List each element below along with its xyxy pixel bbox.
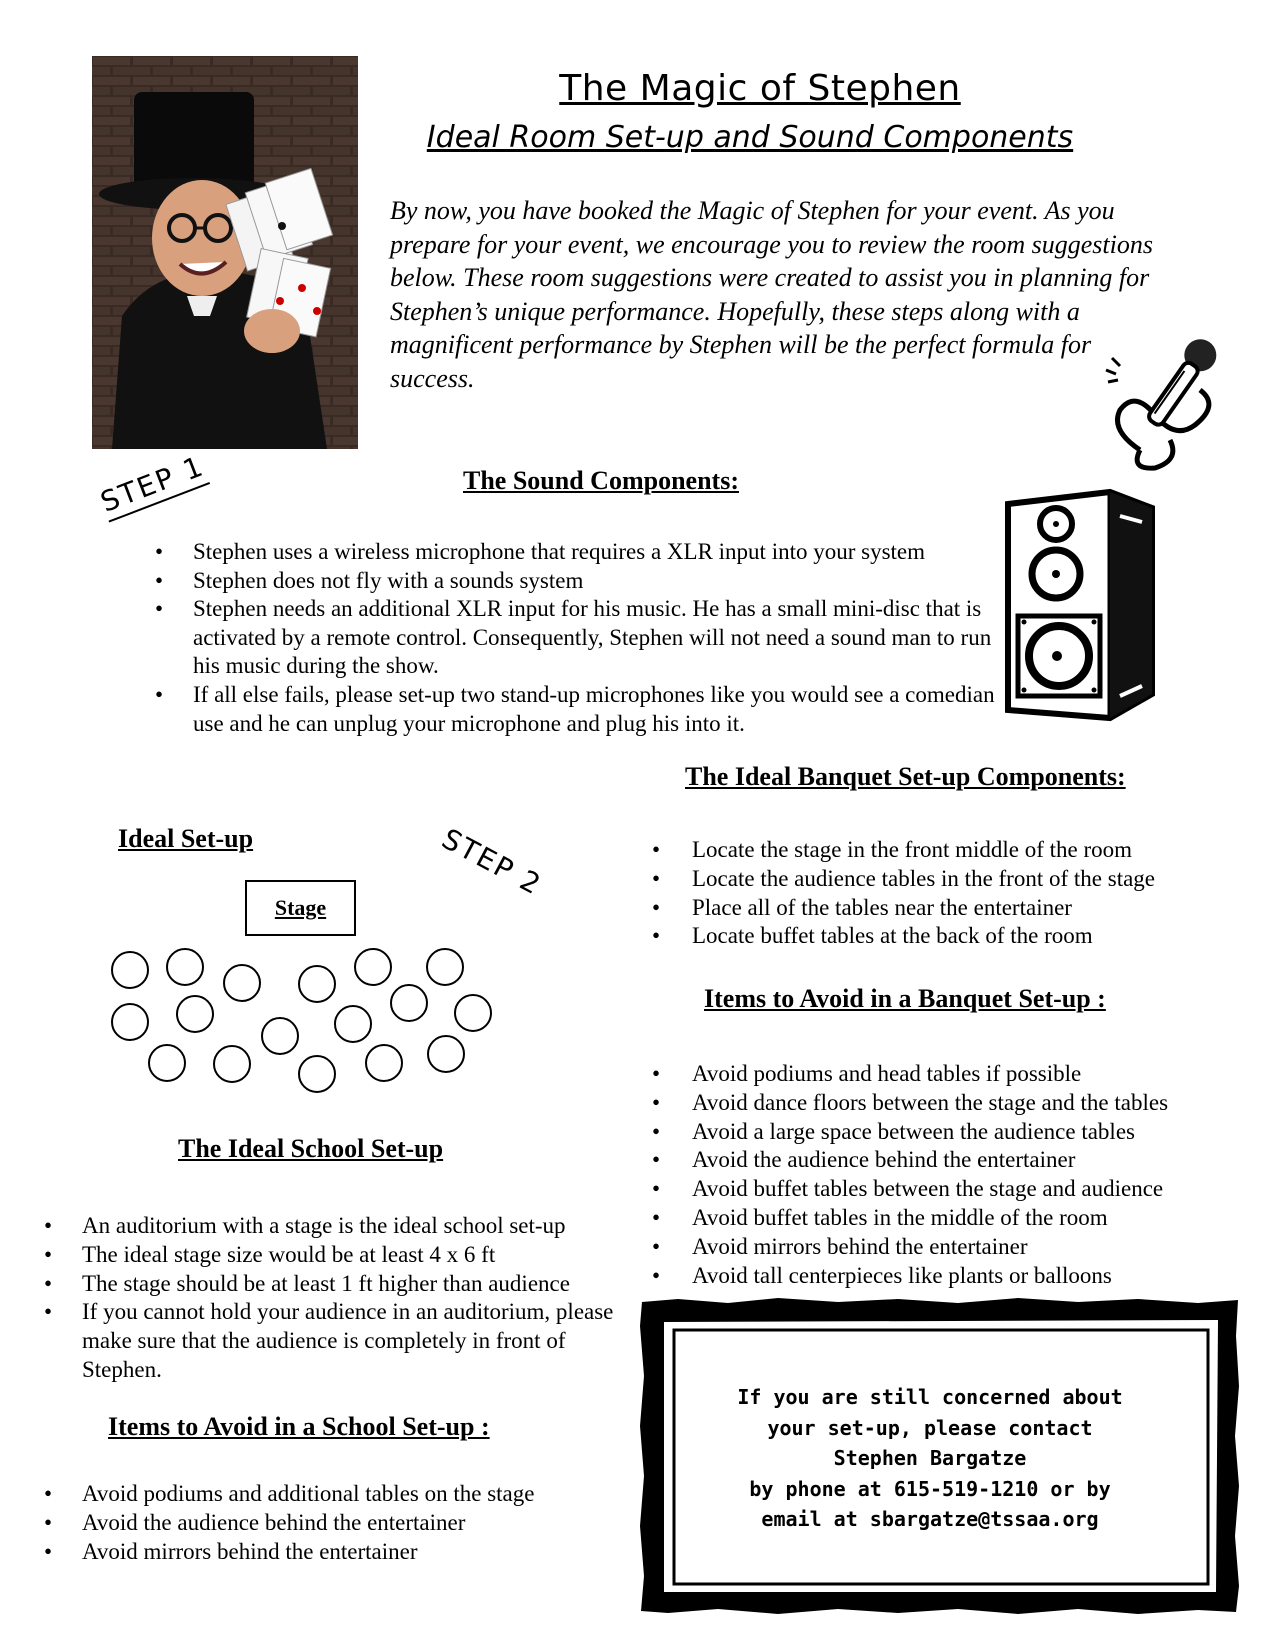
intro-paragraph: By now, you have booked the Magic of Stephen for your event. As you prepare for your event, we encourage you to review the room suggestions below. These room suggestions were created to assist you in planning for Stephen’s unique performance. Hopefully, these steps along with a magnificent performance by Stephen will be the perfect formula for success. [390,196,1153,393]
list-item: • Avoid the audience behind the entertainer [650,1146,1270,1175]
list-item: • Avoid a large space between the audience tables [650,1118,1270,1147]
avoid-school-heading: Items to Avoid in a School Set-up : [108,1412,490,1441]
list-item: • Stephen uses a wireless microphone that requires a XLR input into your system [155,538,1005,567]
step1-label: STEP 1 [96,449,210,522]
stage-label: Stage [274,895,327,920]
school-setup-list [40,1212,630,1385]
step2-label: STEP 2 [436,822,548,902]
list-item: • Avoid buffet tables in the middle of the room [650,1204,1270,1233]
avoid-banquet-list [650,1060,1270,1290]
tables-diagram [105,940,505,1100]
avoid-school-list [40,1480,630,1566]
sound-components-heading: The Sound Components: [463,466,739,495]
list-item: • If all else fails, please set-up two stand-up microphones like you would see a comedian use and he can unplug your microphone and plug his into it. [155,681,1005,738]
list-item: • Avoid mirrors behind the entertainer [40,1538,630,1567]
banquet-components-list [650,836,1250,951]
list-item: • The stage should be at least 1 ft higher than audience [40,1270,630,1299]
page-title: The Magic of Stephen [559,68,961,109]
list-item: • The ideal stage size would be at least 4 x 6 ft [40,1241,630,1270]
list-item: • Stephen needs an additional XLR input for his music. He has a small mini-disc that is activated by a remote control. Consequently, Stephen will not need a sound man to run his music during the show. [155,595,1005,681]
school-heading: The Ideal School Set-up [178,1134,444,1163]
contact-phone: by phone at 615-519-1210 or by [749,1476,1111,1501]
speaker-icon [1002,486,1160,726]
stage-box [245,880,356,936]
sound-components-list [155,538,1005,738]
list-item: • Avoid dance floors between the stage and the tables [650,1089,1270,1118]
contact-line: your set-up, please contact [767,1415,1093,1440]
list-item: • Stephen does not fly with a sounds system [155,567,1005,596]
list-item: • An auditorium with a stage is the ideal school set-up [40,1212,630,1241]
list-item: • Avoid podiums and head tables if possible [650,1060,1270,1089]
page-subtitle: Ideal Room Set-up and Sound Components [426,120,1074,155]
banquet-heading: The Ideal Banquet Set-up Components: [685,762,1126,791]
magician-photo [92,56,358,449]
list-item: • Avoid the audience behind the entertainer [40,1509,630,1538]
list-item: • Avoid tall centerpieces like plants or balloons [650,1262,1270,1291]
microphone-icon [1100,330,1240,480]
list-item: • Locate the audience tables in the front of the stage [650,865,1250,894]
list-item: • Avoid mirrors behind the entertainer [650,1233,1270,1262]
list-item: • Avoid buffet tables between the stage and audience [650,1175,1270,1204]
list-item: • Locate the stage in the front middle of the room [650,836,1250,865]
list-item: • If you cannot hold your audience in an auditorium, please make sure that the audience is completely in front of Stephen. [40,1298,630,1384]
avoid-banquet-heading: Items to Avoid in a Banquet Set-up : [704,984,1106,1013]
contact-line: If you are still concerned about [737,1385,1123,1409]
contact-name: Stephen Bargatze [833,1446,1027,1470]
list-item: • Place all of the tables near the entertainer [650,894,1250,923]
list-item: • Locate buffet tables at the back of the room [650,922,1250,951]
contact-email: email at sbargatze@tssaa.org [761,1507,1099,1531]
list-item: • Avoid podiums and additional tables on the stage [40,1480,630,1509]
ideal-setup-heading: Ideal Set-up [118,824,254,853]
contact-info [650,1382,1210,1535]
